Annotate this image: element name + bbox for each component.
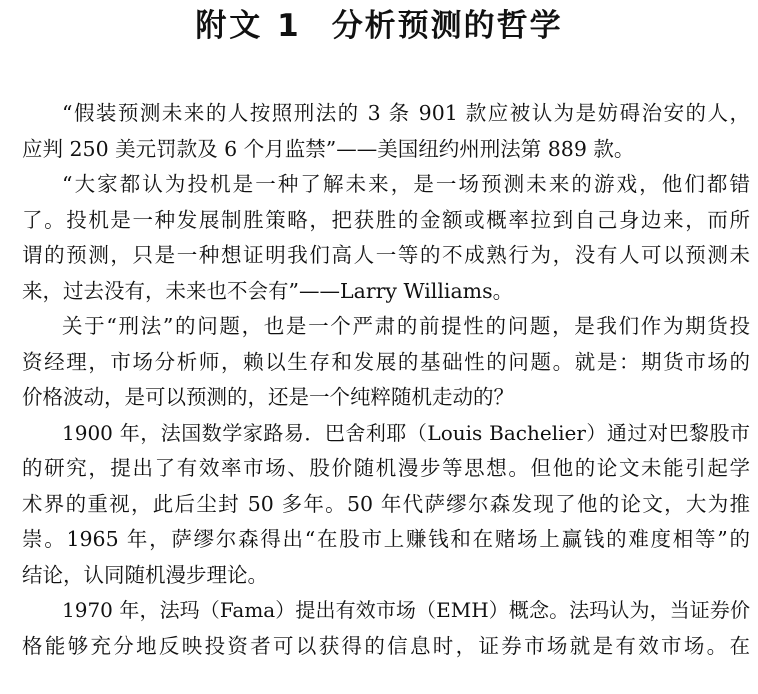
text-line: 1970 年，法玛（Fama）提出有效市场（EMH）概念。法玛认为，当证券价 <box>62 598 750 622</box>
text-line: 崇。1965 年，萨缪尔森得出“在股市上赚钱和在赌场上赢钱的难度相等”的 <box>22 527 750 551</box>
text-line: 关于“刑法”的问题，也是一个严肃的前提性的问题，是我们作为期货投 <box>62 314 750 338</box>
text-line: 1900 年，法国数学家路易．巴舍利耶（Louis Bachelier）通过对巴黎股市 <box>62 420 750 445</box>
text-line: 了。投机是一种发展制胜策略，把获胜的金额或概率拉到自己身边来，而所 <box>22 207 750 232</box>
body-text <box>22 96 750 664</box>
appendix-title: 分析预测的哲学 <box>331 8 563 44</box>
text-line: 资经理，市场分析师，赖以生存和发展的基础性的问题。就是：期货市场的 <box>22 349 750 374</box>
page-title <box>0 4 758 48</box>
text-line: 术界的重视，此后尘封 50 多年。50 年代萨缪尔森发现了他的论文，大为推 <box>22 491 750 516</box>
text-line: 应判 250 美元罚款及 6 个月监禁”——美国纽约州刑法第 889 款。 <box>22 136 635 161</box>
text-line: “大家都认为投机是一种了解未来，是一场预测未来的游戏，他们都错 <box>62 172 750 196</box>
text-line: 结论，认同随机漫步理论。 <box>22 562 268 587</box>
text-line: 格能够充分地反映投资者可以获得的信息时，证券市场就是有效市场。在 <box>22 633 750 658</box>
appendix-label: 附文 1 <box>195 8 302 44</box>
text-line: 谓的预测，只是一种想证明我们高人一等的不成熟行为，没有人可以预测未 <box>22 243 750 267</box>
text-line: “假装预测未来的人按照刑法的 3 条 901 款应被认为是妨碍治安的人， <box>62 101 750 125</box>
text-line: 价格波动，是可以预测的，还是一个纯粹随机走动的？ <box>22 385 514 409</box>
text-line: 的研究，提出了有效率市场、股价随机漫步等思想。但他的论文未能引起学 <box>22 456 750 480</box>
text-line: 来，过去没有，未来也不会有”——Larry Williams。 <box>22 278 514 303</box>
